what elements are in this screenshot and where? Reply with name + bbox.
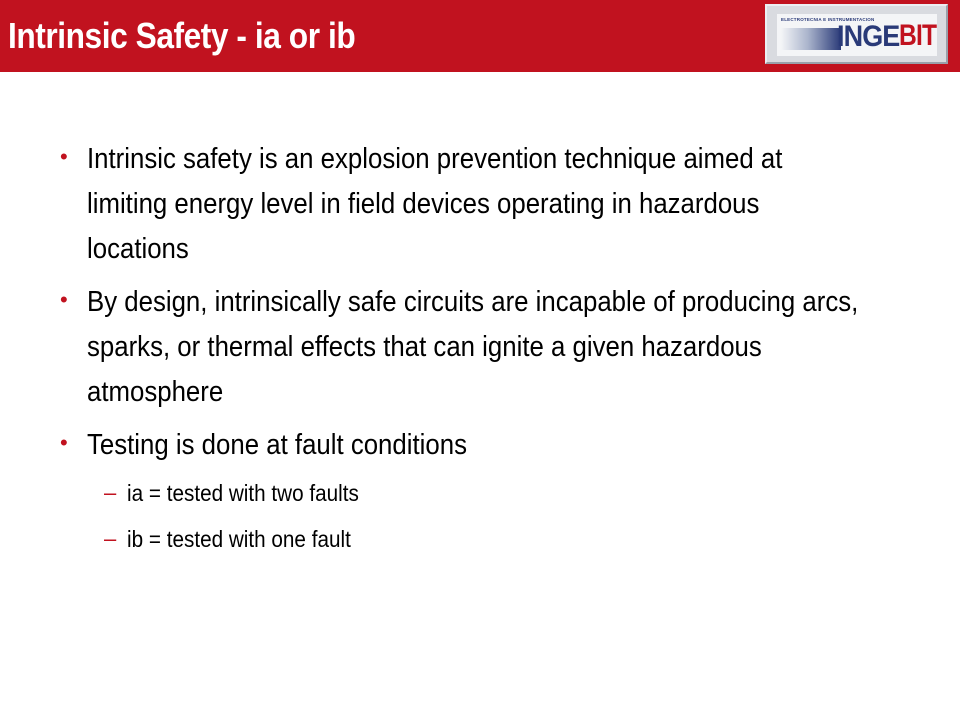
logo-word-bit: BIT: [899, 19, 937, 52]
sub-item-ib: ib = tested with one fault: [127, 526, 351, 552]
bullet-marker: •: [60, 430, 68, 455]
dash-marker: –: [104, 480, 117, 505]
slide-title: Intrinsic Safety - ia or ib: [8, 15, 356, 56]
logo-word-inge: INGE: [837, 20, 900, 53]
bullet-item-2: By design, intrinsically safe circuits are incapable of producing arcs, sparks, or thermal effects that can ignite a given hazardous atmosphere: [87, 286, 859, 408]
sub-item-ia: ia = tested with two faults: [127, 480, 359, 506]
bullet-item-1: Intrinsic safety is an explosion prevention technique aimed at limiting energy level in field devices operating in hazardous locations: [87, 143, 783, 265]
logo-subtitle: ELECTROTECNIA E INSTRUMENTACION: [781, 17, 875, 22]
bullet-marker: •: [60, 287, 68, 312]
dash-marker: –: [104, 526, 117, 551]
bullet-marker: •: [60, 144, 68, 169]
bullet-item-3: Testing is done at fault conditions: [87, 429, 467, 461]
